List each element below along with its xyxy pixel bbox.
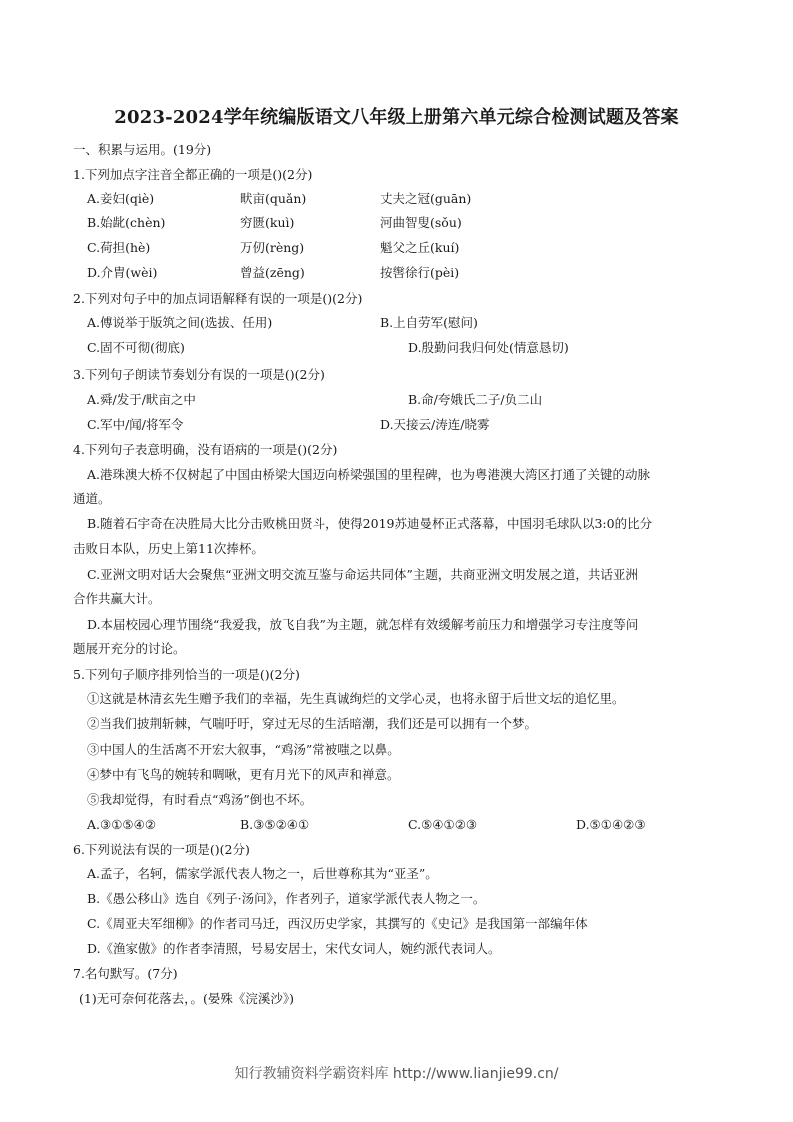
question-3-stem: 3.下列句子朗读节奏划分有误的一项是()(2分) bbox=[73, 367, 325, 382]
q6-option-d: D.《渔家傲》的作者李清照，号易安居士，宋代女词人，婉约派代表词人。 bbox=[87, 941, 501, 956]
q5-sentence-4: ④梦中有飞鸟的婉转和啁啾，更有月光下的风声和禅意。 bbox=[87, 767, 400, 782]
q4-option-d: D.本届校园心理节围绕“我爱我，放飞自我”为主题，就怎样有效缓解考前压力和增强学习专注度等问 bbox=[87, 617, 639, 632]
q4-option-a: A.港珠澳大桥不仅树起了中国由桥梁大国迈向桥梁强国的里程碑，也为粤港澳大湾区打通了关键的动脉 bbox=[87, 467, 651, 482]
q1-option-c: C.荷担(hè) bbox=[87, 240, 151, 255]
q5-sentence-5: ⑤我却觉得，有时看点“鸡汤”倒也不坏。 bbox=[87, 792, 313, 807]
q2-option-a: A.傅说举于版筑之间(选拔、任用) bbox=[87, 315, 273, 330]
question-7-stem: 7.名句默写。(7分) bbox=[73, 966, 178, 981]
q2-option-c: C.固不可彻(彻底) bbox=[87, 340, 185, 355]
q4-option-b-cont: 击败日本队，历史上第11次捧杯。 bbox=[73, 541, 264, 556]
q1-option-d-3: 按辔徐行(pèi) bbox=[380, 265, 460, 280]
q7-item-1: (1)无可奈何花落去，。(晏殊《浣溪沙》) bbox=[79, 991, 294, 1006]
question-6-stem: 6.下列说法有误的一项是()(2分) bbox=[73, 842, 250, 857]
q3-option-a: A.舜/发于/畎亩之中 bbox=[87, 392, 196, 407]
q1-option-c-3: 魁父之丘(kuí) bbox=[380, 240, 460, 255]
question-5-stem: 5.下列句子顺序排列恰当的一项是()(2分) bbox=[73, 667, 300, 682]
q1-option-b-2: 穷匮(kuì) bbox=[240, 215, 295, 230]
q1-option-a: A.妾妇(qiè) bbox=[87, 191, 155, 206]
q5-sentence-2: ②当我们披荆斩棘，气喘吁吁，穿过无尽的生活暗潮，我们还是可以拥有一个梦。 bbox=[87, 716, 538, 731]
q1-option-d: D.介胄(wèi) bbox=[87, 265, 158, 280]
q2-option-b: B.上自劳军(慰问) bbox=[380, 315, 478, 330]
q5-option-d: D.⑤①④②③ bbox=[576, 817, 646, 832]
q4-option-d-cont: 题展开充分的讨论。 bbox=[73, 641, 186, 656]
q5-sentence-3: ③中国人的生活离不开宏大叙事，“鸡汤”常被嗤之以鼻。 bbox=[87, 742, 400, 757]
q6-option-b: B.《愚公移山》选自《列子·汤问》，作者列子，道家学派代表人物之一。 bbox=[87, 891, 486, 906]
page-title: 2023-2024学年统编版语文八年级上册第六单元综合检测试题及答案 bbox=[114, 107, 679, 128]
q1-option-c-2: 万仞(rèng) bbox=[240, 240, 305, 255]
q5-option-a: A.③①⑤④② bbox=[87, 817, 157, 832]
question-4-stem: 4.下列句子表意明确，没有语病的一项是()(2分) bbox=[73, 442, 338, 457]
q1-option-a-3: 丈夫之冠(guān) bbox=[380, 191, 472, 206]
question-1-stem: 1.下列加点字注音全都正确的一项是()(2分) bbox=[73, 167, 313, 182]
q5-sentence-1: ①这就是林清玄先生赠予我们的幸福，先生真诚绚烂的文学心灵，也将永留于后世文坛的追忆里。 bbox=[87, 691, 625, 706]
q5-option-c: C.⑤④①②③ bbox=[408, 817, 478, 832]
q4-option-b: B.随着石宇奇在决胜局大比分击败桃田贤斗，使得2019苏迪曼杯正式落幕，中国羽毛球队以3:0的比分 bbox=[87, 516, 653, 531]
q3-option-c: C.军中/闻/将军令 bbox=[87, 417, 184, 432]
footer-watermark: 知行教辅资料学霸资料库 http://www.lianjie99.cn/ bbox=[234, 1066, 559, 1082]
q4-option-c-cont: 合作共赢大计。 bbox=[73, 591, 161, 606]
q1-option-b: B.始龀(chèn) bbox=[87, 215, 166, 230]
q2-option-d: D.殷勤问我归何处(情意恳切) bbox=[408, 340, 569, 355]
q1-option-a-2: 畎亩(quǎn) bbox=[240, 191, 307, 206]
section-heading: 一、积累与运用。(19分) bbox=[73, 142, 212, 157]
question-2-stem: 2.下列对句子中的加点词语解释有误的一项是()(2分) bbox=[73, 291, 363, 306]
q3-option-b: B.命/夸娥氏二子/负二山 bbox=[408, 392, 543, 407]
q1-option-d-2: 曾益(zēng) bbox=[240, 265, 305, 280]
q1-option-b-3: 河曲智叟(sǒu) bbox=[380, 215, 462, 230]
q6-option-c: C.《周亚夫军细柳》的作者司马迁，西汉历史学家，其撰写的《史记》是我国第一部编年体 bbox=[87, 916, 588, 931]
q6-option-a: A.孟子，名轲，儒家学派代表人物之一，后世尊称其为“亚圣”。 bbox=[87, 866, 438, 881]
q5-option-b: B.③⑤②④① bbox=[240, 817, 310, 832]
q4-option-a-cont: 通道。 bbox=[73, 491, 111, 506]
q4-option-c: C.亚洲文明对话大会聚焦“亚洲文明交流互鉴与命运共同体”主题，共商亚洲文明发展之道，共话亚洲 bbox=[87, 567, 638, 582]
q3-option-d: D.天接云/涛连/晓雾 bbox=[380, 417, 490, 432]
